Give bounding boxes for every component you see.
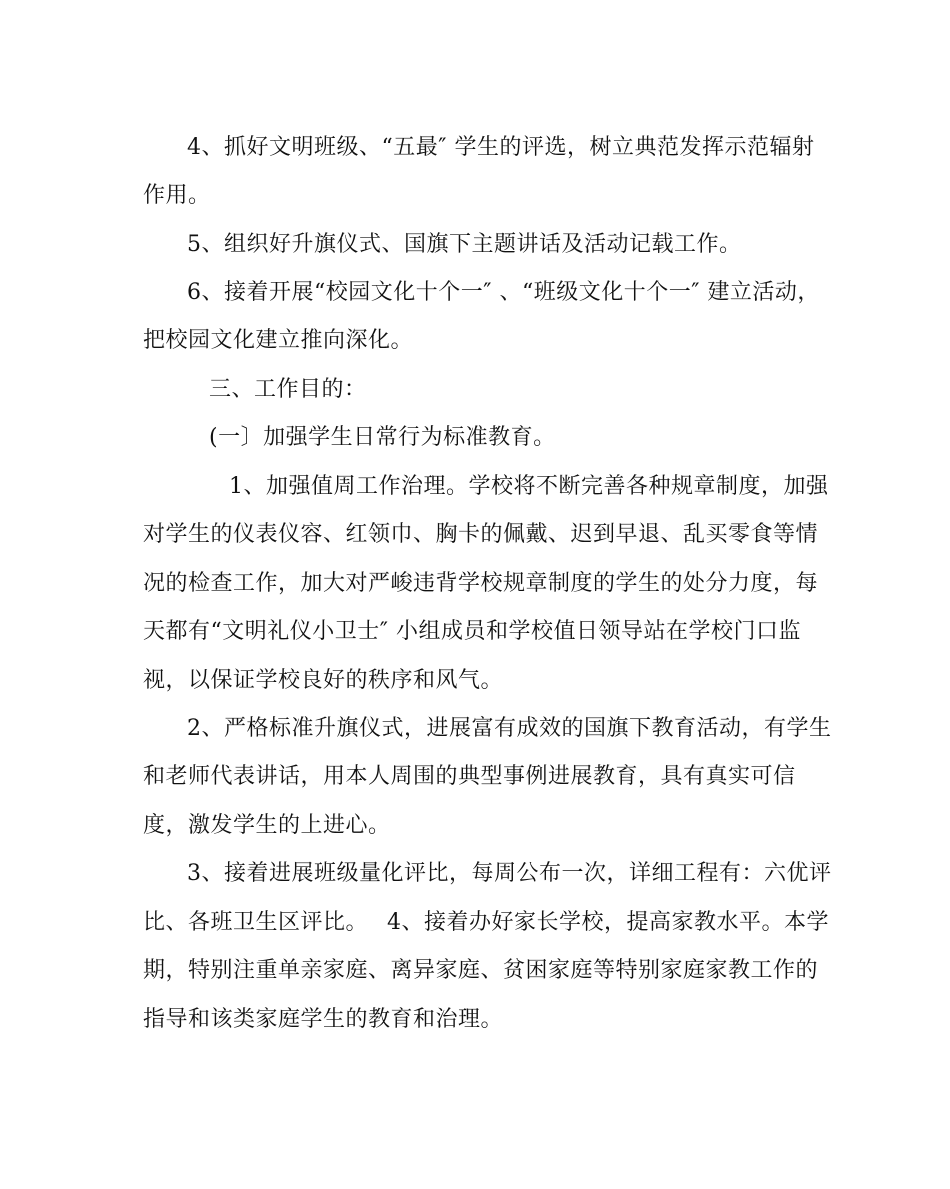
paragraph-line: 和老师代表讲话，用本人周围的典型事例进展教育，具有真实可信 <box>143 764 796 789</box>
paragraph-line: 6、接着开展“校园文化十个一″ 、“班级文化十个一″ 建立活动， <box>187 280 820 305</box>
paragraph-line: 作用。 <box>143 183 211 208</box>
paragraph-line: 期，特别注重单亲家庭、离异家庭、贫困家庭等特别家庭家教工作的 <box>143 958 819 983</box>
paragraph-line: 对学生的仪表仪容、红领巾、胸卡的佩戴、迟到早退、乱买零食等情 <box>143 522 819 547</box>
paragraph-line: 度，激发学生的上进心。 <box>143 813 391 838</box>
paragraph-line: 比、各班卫生区评比。 4、接着办好家长学校，提高家教水平。本学 <box>143 910 829 935</box>
paragraph-line: 3、接着进展班级量化评比，每周公布一次，详细工程有：六优评 <box>187 861 832 886</box>
paragraph-line: 指导和该类家庭学生的教育和治理。 <box>143 1007 504 1032</box>
paragraph-line: 况的检查工作，加大对严峻违背学校规章制度的学生的处分力度，每 <box>143 571 819 596</box>
section-heading: 三、工作目的： <box>209 377 367 402</box>
paragraph-line: 天都有“文明礼仪小卫士″ 小组成员和学校值日领导站在学校门口监 <box>143 619 801 644</box>
paragraph-line: 4、抓好文明班级、“五最″ 学生的评选，树立典范发挥示范辐射 <box>187 135 815 160</box>
subsection-heading: (一〕加强学生日常行为标准教育。 <box>209 425 556 450</box>
paragraph-line: 把校园文化建立推向深化。 <box>143 328 414 353</box>
paragraph-line: 2、严格标准升旗仪式，进展富有成效的国旗下教育活动，有学生 <box>187 716 832 741</box>
paragraph-line: 5、组织好升旗仪式、国旗下主题讲话及活动记载工作。 <box>187 232 742 257</box>
paragraph-line: 1、加强值周工作治理。学校将不断完善各种规章制度，加强 <box>229 474 829 499</box>
paragraph-line: 视，以保证学校良好的秩序和风气。 <box>143 668 504 693</box>
